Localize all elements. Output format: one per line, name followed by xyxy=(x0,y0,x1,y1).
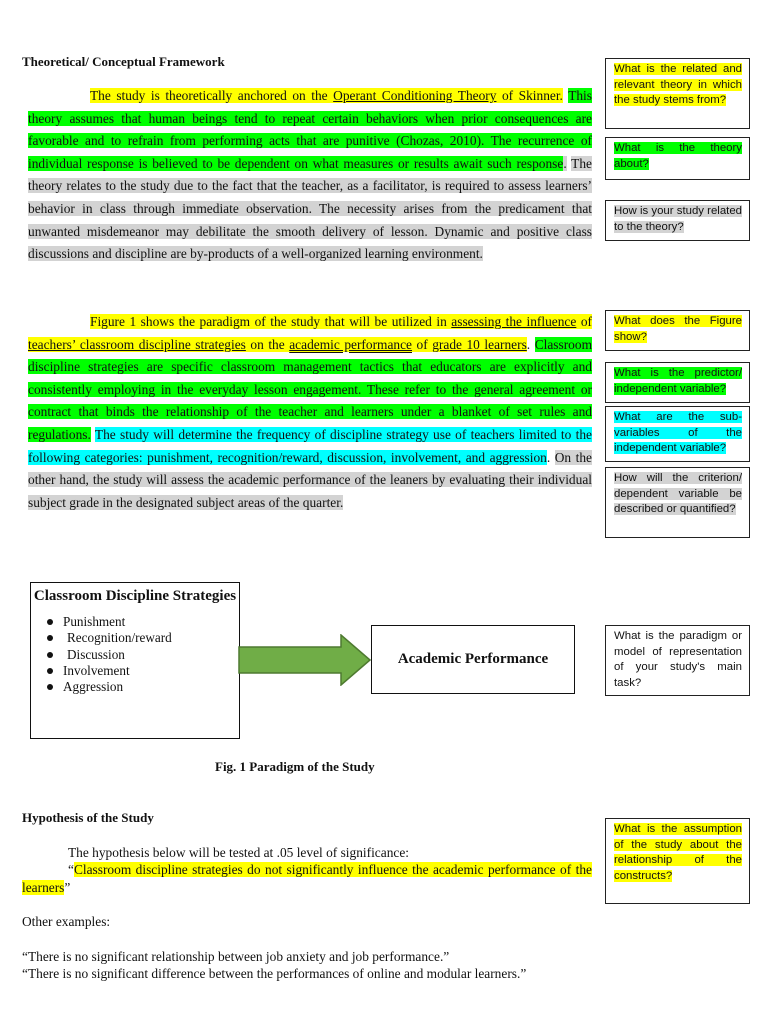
strategy-item: Aggression xyxy=(45,679,239,695)
note-sub-variables: What are the sub-variables of the independent variable? xyxy=(605,406,750,462)
independent-variable-box xyxy=(30,582,240,739)
hypothesis-example: “There is no significant difference between the performances of online and modular learners.” xyxy=(22,966,527,981)
note-theory-about: What is the theory about? xyxy=(605,137,750,180)
theory-assumption-text: This theory assumes that human beings tend to repeat certain behaviors when prior consequences are favorable and to refrain from performing acts that are punitive (Chozas, 2010). The recurrence of individual response is believed to be dependent on what measures or results await such response xyxy=(28,88,592,171)
paradigm-paragraph: Figure 1 shows the paradigm of the study that will be utilized in assessing the influence of teachers’ classroom discipline strategies on the academic performance of grade 10 learners. Classroom discipline strategies are specific classroom management tactics that educators are explicitly and consistently employing in the everyday lesson engagement. These refer to the general agreement or contract that binds the relationship of the teacher and learners under a blanket of set rules and regulations. The study will determine the frequency of discipline strategy use of teachers limited to the following categories: punishment, recognition/reward, discussion, involvement, and aggression. On the other hand, the study will assess the academic performance of the leaners by evaluating their individual subject grade in the designated subject areas of the quarter. xyxy=(28,314,592,510)
hypothesis-example: “There is no significant relationship between job anxiety and job performance.” xyxy=(22,949,450,964)
strategies-box-title: Classroom Discipline Strategies xyxy=(33,588,237,604)
hypothesis-text: Classroom discipline strategies do not significantly influence the academic performance of the learners xyxy=(22,862,592,895)
note-related-theory: What is the related and relevant theory in which the study stems from? xyxy=(605,58,750,129)
theory-relation-text: The theory relates to the study due to the fact that the teacher, as a facilitator, is required to assess learners’ behavior in class through immediate observation. The necessity arises from the predicament that unwanted misdemeanor may debilitate the smooth delivery of lesson. Dynamic and positive class discussions and discipline are by-products of a well-organized learning environment. xyxy=(28,155,592,262)
hypothesis-statement: “Classroom discipline strategies do not significantly influence the academic performance of the learners” xyxy=(22,862,592,895)
note-figure-show: What does the Figure show? xyxy=(605,310,750,351)
note-study-relation: How is your study related to the theory? xyxy=(605,200,750,241)
other-examples-label: Other examples: xyxy=(22,914,111,929)
arrow-shape xyxy=(239,635,370,685)
dependent-variable-box xyxy=(371,625,575,694)
dependent-variable-text: academic performance xyxy=(289,336,412,352)
note-predictor-variable: What is the predictor/ independent variable? xyxy=(605,362,750,403)
theory-paragraph: The study is theoretically anchored on the Operant Conditioning Theory of Skinner. This theory assumes that human beings tend to repeat certain behaviors when prior consequences are favorable and to refrain from performing acts that are punitive (Chozas, 2010). The recurrence of individual response is believed to be dependent on what measures or results await such response. The theory relates to the study due to the fact that the teacher, as a facilitator, is required to assess learners’ behavior in class through immediate observation. The necessity arises from the predicament that unwanted misdemeanor may debilitate the smooth delivery of lesson. Dynamic and positive class discussions and discipline are by-products of a well-organized learning environment. xyxy=(28,88,592,262)
figure-description-text: Figure 1 shows the paradigm of the study that will be utilized in assessing the influence of teachers’ classroom discipline strategies on the academic performance of grade 10 learners xyxy=(28,314,592,352)
strategy-item: Discussion xyxy=(45,647,239,663)
figure-caption: Fig. 1 Paradigm of the Study xyxy=(215,759,375,774)
note-criterion-variable: How will the criterion/ dependent variable be described or quantified? xyxy=(605,467,750,538)
academic-performance-label: Academic Performance xyxy=(397,651,549,667)
strategy-item: Punishment xyxy=(45,614,239,630)
section-heading-hypothesis: Hypothesis of the Study xyxy=(22,810,154,825)
criterion-description-text: On the other hand, the study will assess the academic performance of the leaners by evaluating their individual subject grade in the designated subject areas of the quarter. xyxy=(28,449,592,510)
note-paradigm-model: What is the paradigm or model of representation of your study's main task? xyxy=(605,625,750,696)
sub-variables-text: The study will determine the frequency of discipline strategy use of teachers limited to the following categories: punishment, recognition/reward, discussion, involvement, and aggression xyxy=(28,426,592,465)
hypothesis-intro: The hypothesis below will be tested at .05 level of significance: xyxy=(68,845,409,860)
note-assumption: What is the assumption of the study about the relationship of the constructs? xyxy=(605,818,750,904)
strategies-definition-text: Classroom discipline strategies are specific classroom management tactics that educators are explicitly and consistently employing in the everyday lesson engagement. These refer to the general agreement or contract that binds the relationship of the teacher and learners under a blanket of set rules and regulations. xyxy=(28,336,592,442)
section-heading-framework: Theoretical/ Conceptual Framework xyxy=(22,54,225,69)
operant-theory-link: Operant Conditioning Theory xyxy=(333,88,497,103)
strategy-item: Recognition/reward xyxy=(45,630,239,646)
right-arrow-icon xyxy=(238,634,372,686)
strategies-list xyxy=(31,614,239,695)
strategy-item: Involvement xyxy=(45,663,239,679)
theory-anchor-text: The study is theoretically anchored on the Operant Conditioning Theory of Skinner. xyxy=(90,88,563,103)
independent-variable-text: teachers’ classroom discipline strategies xyxy=(28,336,246,352)
